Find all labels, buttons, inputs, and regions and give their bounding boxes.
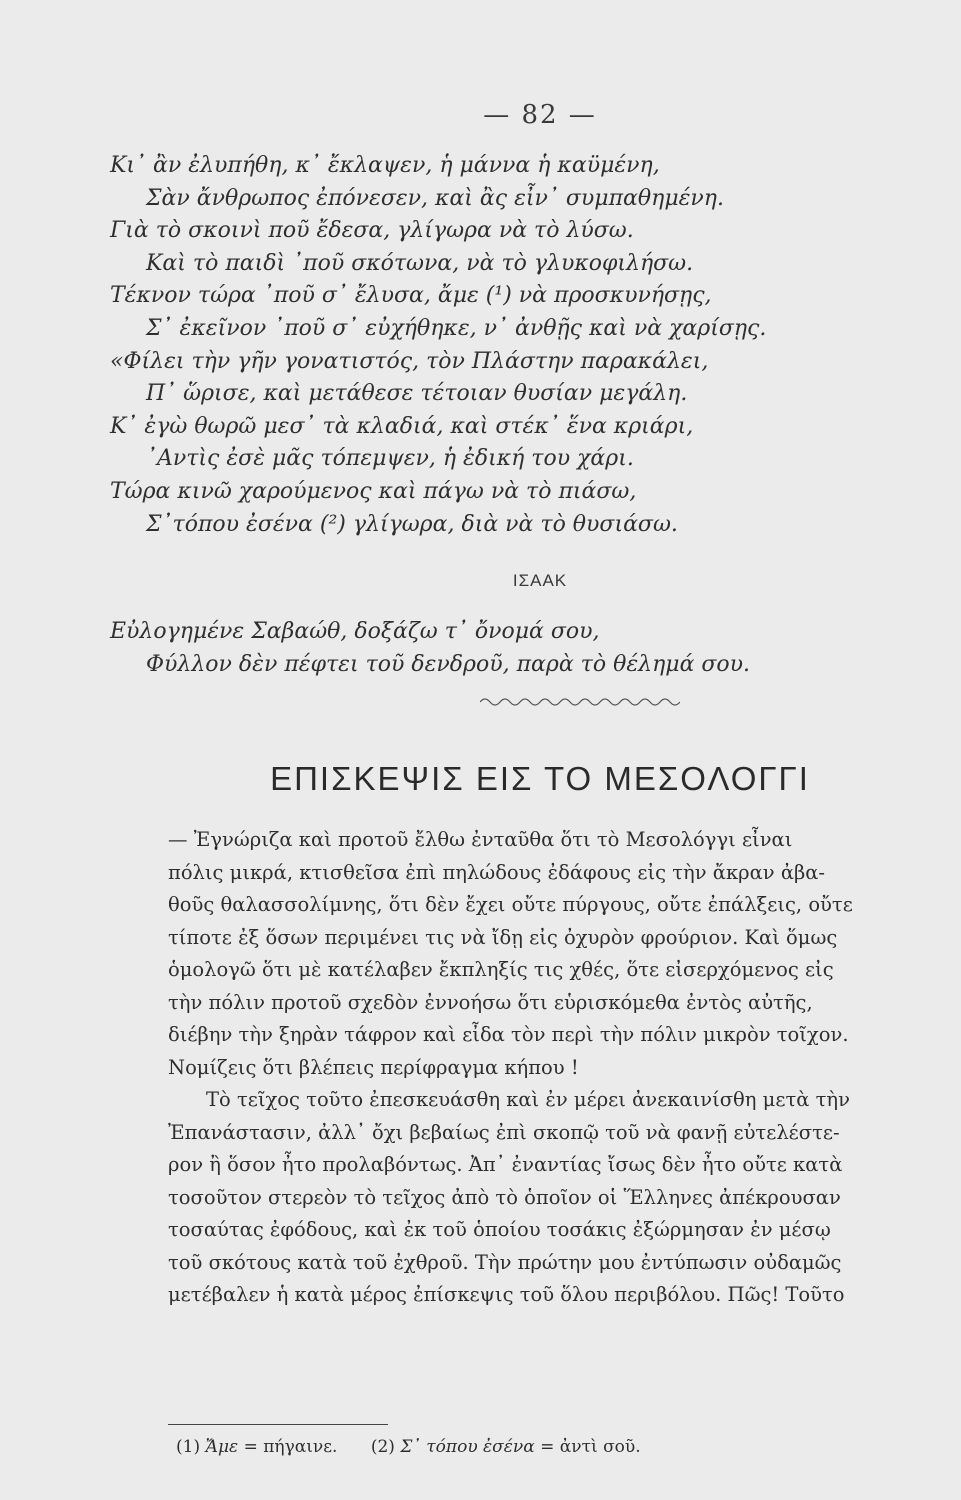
poem-line: Καὶ τὸ παιδὶ ᾽ποῦ σκότωνα, νὰ τὸ γλυκοφιλήσω. — [146, 250, 694, 276]
poem-line: Φύλλον δὲν πέφτει τοῦ δενδροῦ, παρὰ τὸ θέλημά σου. — [146, 651, 751, 677]
prose-line: Ἐπανάστασιν, ἀλλ᾽ ὄχι βεβαίως ἐπὶ σκοπῷ τοῦ νὰ φανῇ εὐτελέστε- — [168, 1120, 840, 1144]
prose-line: τίποτε ἐξ ὅσων περιμένει τις νὰ ἴδῃ εἰς ὀχυρὸν φρούριον. Καὶ ὅμως — [168, 925, 838, 949]
poem-line: ᾽Αντὶς ἐσὲ μᾶς τόπεμψεν, ἡ ἐδική του χάρι. — [146, 446, 634, 472]
poem-line: «Φίλει τὴν γῆν γονατιστός, τὸν Πλάστην παρακάλει, — [110, 348, 709, 374]
page-number: — 82 — — [483, 100, 597, 130]
prose-line: — Ἐγνώριζα καὶ προτοῦ ἔλθω ἐνταῦθα ὅτι τὸ Μεσολόγγι εἶναι — [168, 828, 793, 851]
footnote-2 — [371, 1437, 641, 1457]
prose-line: μετέβαλεν ἡ κατὰ μέρος ἐπίσκεψις τοῦ ὅλου περιβόλου. Πῶς! Τοῦτο — [168, 1283, 845, 1306]
footnote-divider — [168, 1424, 388, 1425]
poem-line: Π᾽ ὥρισε, καὶ μετάθεσε τέτοιαν θυσίαν μεγάλη. — [146, 381, 688, 407]
footnotes — [176, 1437, 876, 1457]
poem-line: Σ᾽τόπου ἐσένα (²) γλίγωρα, διὰ νὰ τὸ θυσιάσω. — [146, 511, 678, 537]
poem-stanza-final — [110, 616, 870, 681]
wavy-divider-ornament — [480, 692, 680, 712]
prose-line: τοσαύτας ἐφόδους, καὶ ἐκ τοῦ ὁποίου τοσάκις ἐξώρμησαν ἐν μέσῳ — [168, 1218, 831, 1241]
footnote-mark: (2) — [370, 1437, 395, 1457]
footnote-mark: (1) — [176, 1437, 201, 1457]
poem-line: Κι᾽ ἂν ἐλυπήθη, κ᾽ ἔκλαψεν, ἡ μάννα ἡ καϋμένη, — [110, 153, 660, 178]
footnote-1 — [176, 1437, 337, 1457]
footnote-eq: = — [540, 1437, 555, 1457]
poem-stanza — [110, 150, 870, 541]
footnote-gloss: ἀντὶ σοῦ. — [559, 1437, 641, 1457]
poem-line: Σὰν ἄνθρωπος ἐπόνεσεν, καὶ ἂς εἶν᾽ συμπαθημένη. — [146, 185, 724, 211]
footnote-term: Σ᾽ τόπου ἐσένα — [400, 1437, 535, 1457]
prose-line: τὴν πόλιν προτοῦ σχεδὸν ἐννοήσω ὅτι εὑρισκόμεθα ἐντὸς αὐτῆς, — [168, 990, 813, 1014]
prose-line: τοῦ σκότους κατὰ τοῦ ἐχθροῦ. Τὴν πρώτην μου ἐντύπωσιν οὐδαμῶς — [168, 1250, 842, 1274]
prose-line: Νομίζεις ὅτι βλέπεις περίφραγμα κήπου ! — [168, 1055, 579, 1079]
footnote-gloss: πήγαινε. — [263, 1437, 338, 1457]
prose-line: ρον ἢ ὅσον ἦτο προλαβόντως. Ἀπ᾽ ἐναντίας ἴσως δὲν ἦτο οὔτε κατὰ — [168, 1153, 843, 1176]
poem-line: Κ᾽ ἐγὼ θωρῶ μεσ᾽ τὰ κλαδιά, καὶ στέκ᾽ ἕνα κριάρι, — [110, 413, 694, 439]
prose-line: διέβην τὴν ξηρὰν τάφρον καὶ εἶδα τὸν περὶ τὴν πόλιν μικρὸν τοῖχον. — [168, 1023, 849, 1046]
prose-line: ὁμολογῶ ὅτι μὲ κατέλαβεν ἔκπληξίς τις χθές, ὅτε εἰσερχόμενος εἰς — [168, 958, 834, 981]
footnote-eq: = — [243, 1437, 258, 1457]
poem-line: Εὐλογημένε Σαβαώθ, δοξάζω τ᾽ ὄνομά σου, — [110, 619, 600, 644]
prose-line: Τὸ τεῖχος τοῦτο ἐπεσκευάσθη καὶ ἐν μέρει ἀνεκαινίσθη μετὰ τὴν — [206, 1088, 850, 1111]
footnote-term: Ἄμε — [205, 1437, 239, 1457]
prose-line: θοῦς θαλασσολίμνης, ὅτι δὲν ἔχει οὔτε πύργους, οὔτε ἐπάλξεις, οὔτε — [168, 893, 853, 916]
speaker-heading: ΙΣΑΑΚ — [512, 571, 568, 590]
section-title: ΕΠΙΣΚΕΨΙΣ ΕΙΣ ΤΟ ΜΕΣΟΛΟΓΓΙ — [270, 760, 810, 797]
prose-line: τοσοῦτον στερεὸν τὸ τεῖχος ἀπὸ τὸ ὁποῖον οἱ Ἕλληνες ἀπέκρουσαν — [168, 1185, 841, 1209]
prose-line: πόλις μικρά, κτισθεῖσα ἐπὶ πηλώδους ἐδάφους εἰς τὴν ἄκραν ἀβα- — [168, 860, 826, 884]
poem-line: Σ᾽ ἐκεῖνον ᾽ποῦ σ᾽ εὐχήθηκε, ν᾽ ἀνθῇς καὶ νὰ χαρίσῃς. — [146, 315, 767, 341]
article-body — [168, 824, 950, 1312]
poem-line: Γιὰ τὸ σκοινὶ ποῦ ἔδεσα, γλίγωρα νὰ τὸ λύσω. — [110, 218, 634, 244]
poem-line: Τέκνον τώρα ᾽ποῦ σ᾽ ἔλυσα, ἄμε (¹) νὰ προσκυνήσῃς, — [110, 283, 712, 309]
poem-line: Τώρα κινῶ χαρούμενος καὶ πάγω νὰ τὸ πιάσω, — [110, 478, 637, 504]
